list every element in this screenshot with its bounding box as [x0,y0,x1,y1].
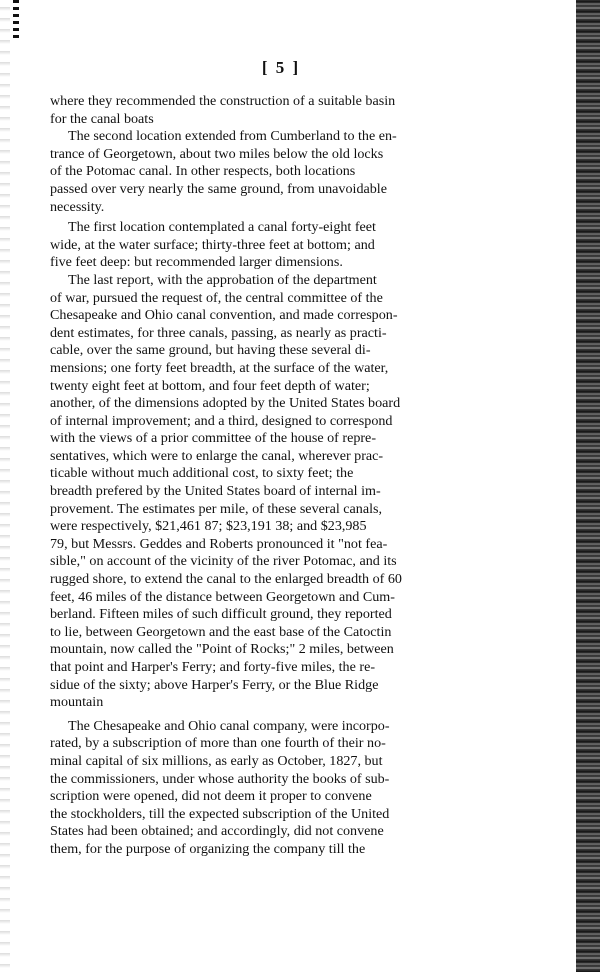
text-line: 79, but Messrs. Geddes and Roberts pronounced it "not fea- [50,535,388,552]
text-line: scription were opened, did not deem it proper to convene [50,788,372,805]
text-line: the stockholders, till the expected subscription of the United [50,805,390,822]
text-line: twenty eight feet at bottom, and four feet depth of water; [50,377,370,394]
scan-left-edge [0,0,10,972]
text-line: cable, over the same ground, but having these several di- [50,342,371,359]
text-line: for the canal boats [50,110,154,127]
text-line: The second location extended from Cumberland to the en- [68,128,397,145]
paragraph-1 [50,93,472,128]
paragraph-4 [50,272,472,712]
text-line: States had been obtained; and accordingly, did not convene [50,823,384,840]
text-line: with the views of a prior committee of the house of repre- [50,430,377,447]
text-line: trance of Georgetown, about two miles below the old locks [50,145,384,162]
text-line: the commissioners, under whose authority the books of sub- [50,770,390,787]
text-line: were respectively, $21,461 87; $23,191 38; and $23,985 [50,518,367,535]
paragraph-5 [50,718,472,859]
text-line: sidue of the sixty; above Harper's Ferry, or the Blue Ridge [50,676,379,693]
text-line: dent estimates, for three canals, passing, as nearly as practi- [50,324,387,341]
text-line: of the Potomac canal. In other respects, both locations [50,163,356,180]
document-page [50,55,472,859]
text-line: of internal improvement; and a third, designed to correspond [50,412,393,429]
text-line: mensions; one forty feet breadth, at the surface of the water, [50,359,389,376]
text-line: rated, by a subscription of more than one fourth of their no- [50,735,386,752]
text-line: rugged shore, to extend the canal to the enlarged breadth of 60 [50,571,402,588]
text-line: mountain, now called the "Point of Rocks;" 2 miles, between [50,641,394,658]
binding-marks [13,0,19,40]
text-line: ticable without much additional cost, to sixty feet; the [50,465,354,482]
text-line: The last report, with the approbation of the department [68,271,377,288]
page-number: [ 5 ] [261,58,301,77]
text-line: sible," on account of the vicinity of the river Potomac, and its [50,553,397,570]
text-line: five feet deep: but recommended larger dimensions. [50,254,343,271]
text-line: Chesapeake and Ohio canal convention, and made correspon- [50,307,398,324]
text-line: that point and Harper's Ferry; and forty-five miles, the re- [50,659,376,675]
scan-right-edge [576,0,600,972]
text-line: breadth prefered by the United States board of internal im- [50,483,381,500]
text-line: minal capital of six millions, as early as October, 1827, but [50,752,383,769]
text-line: The first location contemplated a canal forty-eight feet [68,219,376,236]
text-line: mountain [50,694,104,711]
text-line: of war, pursued the request of, the central committee of the [50,289,383,306]
text-line: necessity. [50,198,105,215]
text-line: them, for the purpose of organizing the company till the [50,840,366,857]
text-line: sentatives, which were to enlarge the canal, wherever prac- [50,447,384,464]
text-line: where they recommended the construction of a suitable basin [50,93,396,109]
text-line: another, of the dimensions adopted by the United States board [50,395,401,412]
text-line: provement. The estimates per mile, of these several canals, [50,500,382,517]
text-line: berland. Fifteen miles of such difficult ground, they reported [50,606,392,623]
paragraph-2 [50,128,472,216]
text-line: feet, 46 miles of the distance between Georgetown and Cum- [50,588,395,605]
text-line: The Chesapeake and Ohio canal company, were incorpo- [68,717,390,734]
paragraph-3 [50,219,472,272]
text-line: wide, at the water surface; thirty-three feet at bottom; and [50,236,375,253]
text-line: to lie, between Georgetown and the east base of the Catoctin [50,623,392,640]
text-line: passed over very nearly the same ground, from unavoidable [50,180,387,197]
